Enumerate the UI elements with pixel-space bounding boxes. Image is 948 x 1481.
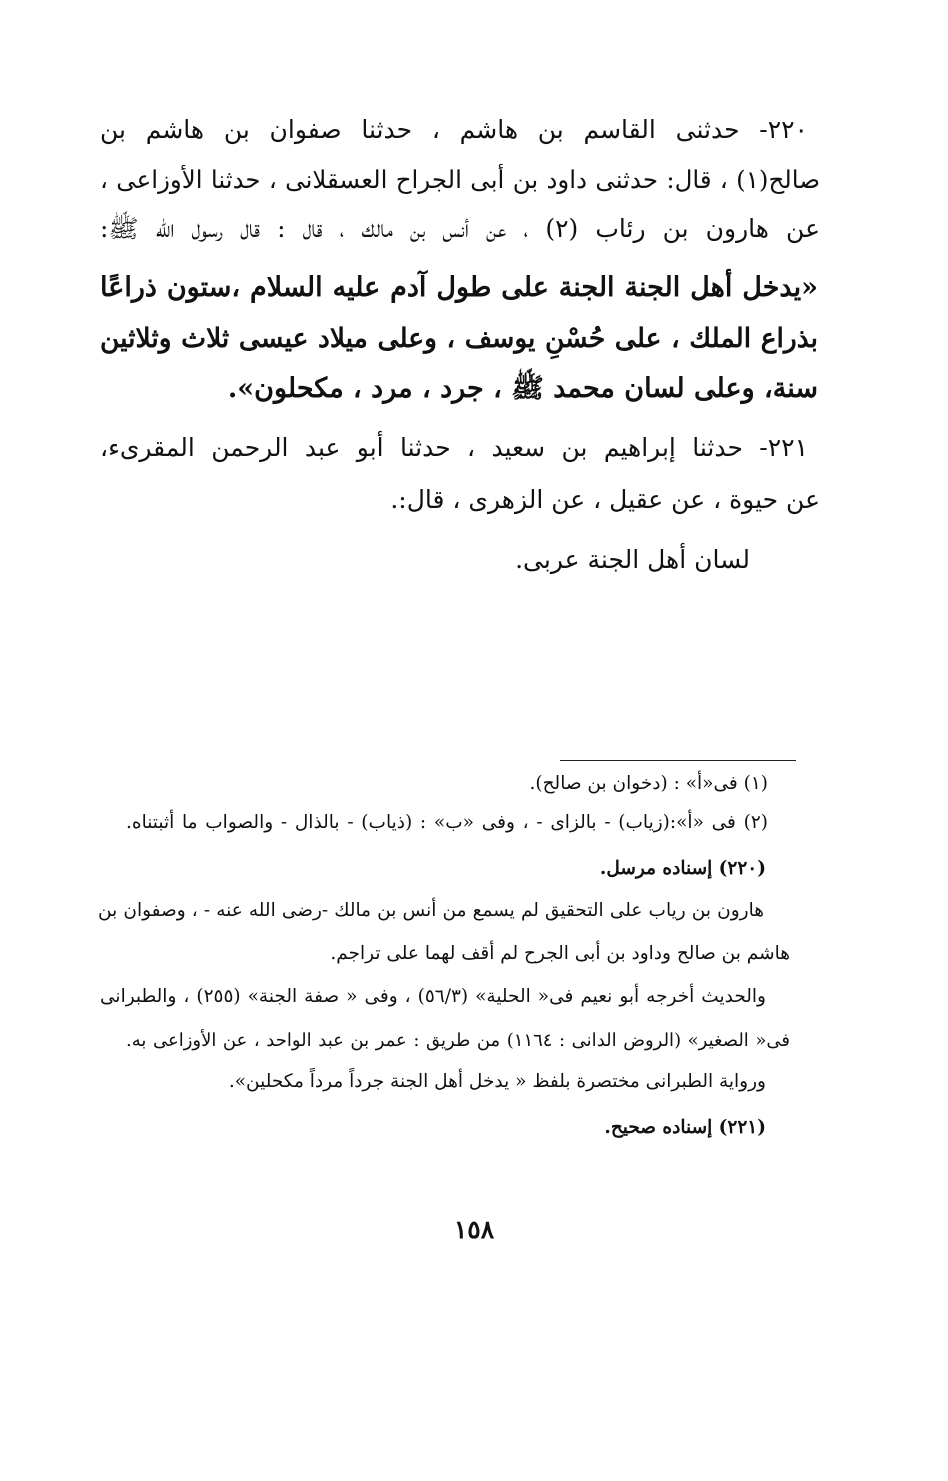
hadith-220-quote-line-3: سنة، وعلى لسان محمد ﷺ ، جرد ، مرد ، مكحلون». xyxy=(227,373,818,404)
hadith-221-line-2: عن حيوة ، عن عقيل ، عن الزهرى ، قال:. xyxy=(390,485,820,514)
footnote-1: (١) فى«أ» : (دخوان بن صالح). xyxy=(529,773,768,794)
footnote-2: (٢) فى «أ»:(زياب) - بالزاى - ، وفى «ب» : (ذياب) - بالذال - والصواب ما أثبتناه. xyxy=(126,812,768,833)
footnote-separator xyxy=(560,760,796,761)
footnote-220-text-2: هاشم بن صالح وداود بن أبى الجرح لم أقف لهما على تراجم. xyxy=(330,943,790,964)
footnote-220-title: (٢٢٠) إسناده مرسل. xyxy=(599,858,766,879)
hadith-220-quote-line-1: «يدخل أهل الجنة الجنة على طول آدم عليه السلام ،ستون ذراعًا xyxy=(100,272,818,303)
footnote-220-text-1: هارون بن رياب على التحقيق لم يسمع من أنس بن مالك -رضى الله عنه - ، وصفوان بن xyxy=(98,900,764,921)
hadith-220-quote-line-2: بذراع الملك ، على حُسْنِ يوسف ، وعلى ميلاد عيسى ثلاث وثلاثين xyxy=(100,323,818,354)
hadith-220-line-3: عن هارون بن رئاب (٢) ، عن أنس بن مالك ، قال : قال رسول الله ﷺ: xyxy=(100,214,820,243)
footnote-221-title: (٢٢١) إسناده صحيح. xyxy=(604,1117,766,1138)
footnote-220-text-5: ورواية الطبرانى مختصرة بلفظ « يدخل أهل الجنة جرداً مرداً مكحلين». xyxy=(228,1071,766,1092)
footnote-220-text-4: فى« الصغير» (الروض الدانى : ١١٦٤) من طريق : عمر بن عبد الواحد ، عن الأوزاعى به. xyxy=(126,1030,790,1051)
hadith-221-line-3: لسان أهل الجنة عربى. xyxy=(515,545,750,574)
page-number: ١٥٨ xyxy=(453,1215,495,1244)
hadith-220-line-1: ٢٢٠- حدثنى القاسم بن هاشم ، حدثنا صفوان بن هاشم بن xyxy=(100,115,808,144)
hadith-220-line-2: صالح(١) ، قال: حدثنى داود بن أبى الجراح العسقلانى ، حدثنا الأوزاعى ، xyxy=(100,165,820,194)
footnote-220-text-3: والحديث أخرجه أبو نعيم فى« الحلية» (٥٦/٣) ، وفى « صفة الجنة» (٢٥٥) ، والطبرانى xyxy=(100,986,766,1007)
hadith-221-line-1: ٢٢١- حدثنا إبراهيم بن سعيد ، حدثنا أبو عبد الرحمن المقرىء، xyxy=(100,433,808,462)
